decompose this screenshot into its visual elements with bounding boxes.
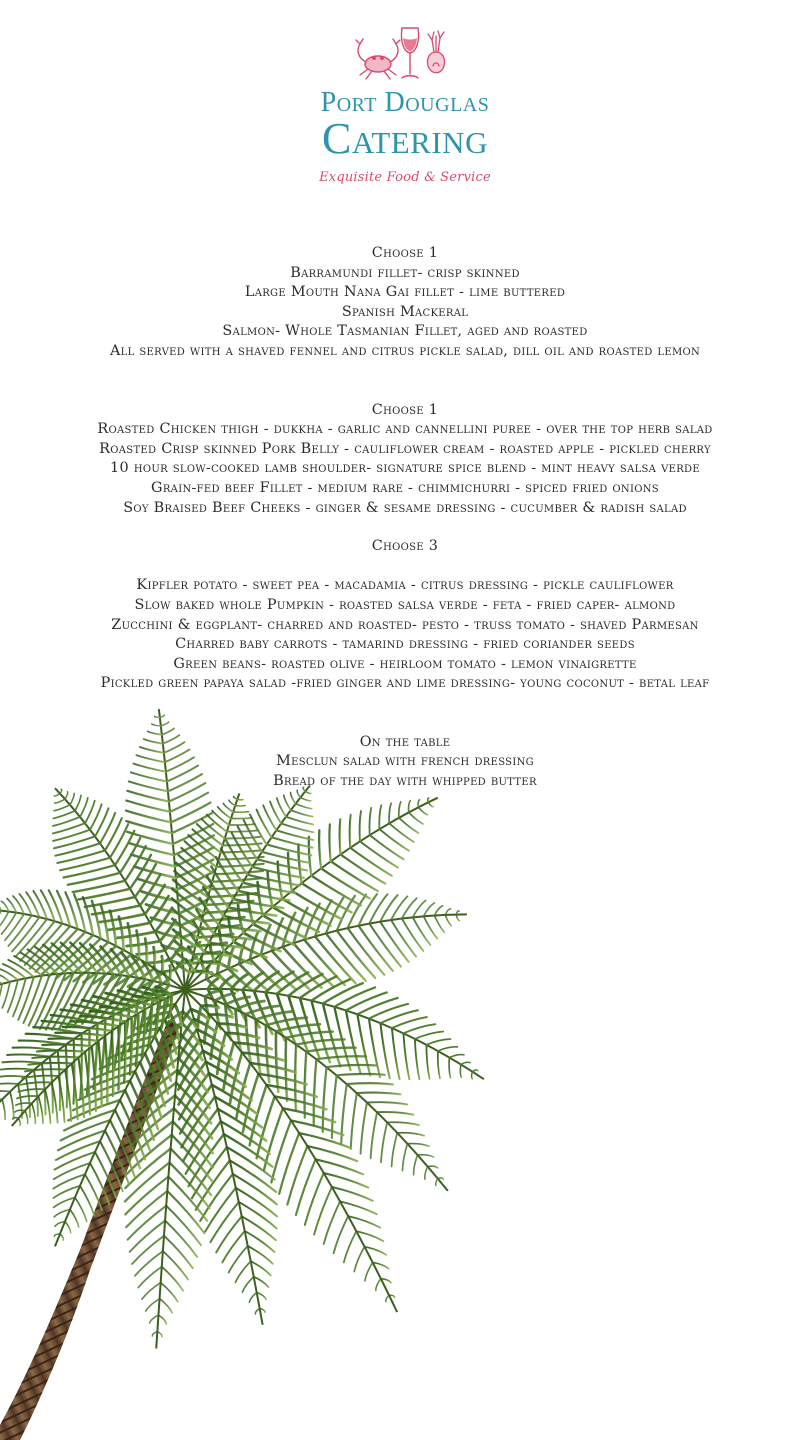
menu-item: Bread of the day with whipped butter — [273, 773, 537, 790]
palm-leaflet — [209, 1015, 232, 1018]
palm-leaflet — [436, 1179, 438, 1186]
palm-leaflet — [0, 1083, 18, 1085]
palm-leaflet — [130, 1221, 165, 1252]
palm-leaflet — [198, 1006, 201, 1028]
palm-leaflet — [370, 835, 404, 859]
palm-leaflet — [37, 1051, 85, 1052]
palm-leaflet — [2, 1099, 5, 1119]
palm-leaflet — [70, 1209, 79, 1227]
palm-leaflet — [424, 903, 435, 916]
palm-leaflet — [18, 1084, 22, 1118]
palm-leaflet — [361, 1102, 367, 1153]
palm-leaflet — [60, 1234, 63, 1240]
palm-leaflet — [250, 815, 267, 845]
palm-leaflet — [391, 920, 416, 957]
palm-leaflet — [10, 1092, 14, 1119]
palm-leaflet — [154, 947, 155, 968]
palm-tree-illustration — [0, 690, 500, 1440]
palm-leaflet — [380, 1023, 389, 1078]
palm-leaflet — [276, 1031, 278, 1092]
palm-leaflet — [386, 1295, 389, 1302]
palm-leaflet — [306, 1048, 355, 1052]
palm-leaflet — [118, 1026, 119, 1089]
palm-leaflet — [460, 1064, 461, 1077]
heading-spacer — [0, 557, 810, 577]
palm-leaflet — [365, 1262, 373, 1280]
palm-leaflet — [32, 1103, 36, 1123]
menu-item: All served with a shaved fennel and citrus pickle salad, dill oil and roasted lemon — [109, 342, 701, 359]
palm-leaflet — [346, 992, 387, 1010]
palm-leaflet — [170, 966, 171, 979]
palm-leaflet — [367, 1102, 407, 1104]
palm-leaflet — [195, 971, 212, 973]
palm-leaflet — [323, 983, 363, 1003]
palm-leaflet — [291, 810, 313, 816]
palm-leaflet — [163, 1251, 188, 1279]
palm-leaflet — [426, 1045, 429, 1079]
menu-item: Mesclun salad with french dressing — [276, 753, 534, 770]
palm-leaflet — [216, 1216, 242, 1252]
palm-fronds — [0, 709, 484, 1348]
palm-leaflet — [461, 1062, 470, 1064]
palm-leaflet — [162, 956, 163, 973]
palm-leaflet — [105, 818, 122, 850]
palm-leaflet — [0, 904, 1, 910]
palm-leaflet — [438, 1051, 440, 1078]
palm-leaflet — [389, 803, 391, 823]
palm-leaflet — [449, 1058, 450, 1078]
palm-leaflet — [414, 1155, 418, 1175]
palm-leaflet — [292, 891, 342, 919]
palm-leaflet — [13, 978, 26, 1016]
fennel-icon — [427, 31, 444, 73]
palm-leaflet — [415, 1039, 420, 1079]
palm-leaflet — [110, 824, 128, 858]
palm-leaflet — [92, 905, 140, 914]
palm-leaflet — [360, 841, 398, 867]
palm-leaflet — [165, 1221, 197, 1257]
palm-leaflet — [2, 982, 10, 1008]
palm-leaflet — [296, 804, 312, 809]
logo-icons — [350, 22, 460, 84]
palm-leaflet — [250, 959, 282, 990]
palm-leaflet — [371, 1112, 377, 1158]
menu-item: Slow baked whole Pumpkin - roasted salsa verde - feta - fried caper- almond — [134, 596, 676, 613]
menu-item: Salmon- Whole Tasmanian Fillet, aged and roasted — [222, 323, 588, 340]
palm-leaflet — [399, 818, 419, 833]
palm-leaflet — [434, 906, 442, 916]
palm-leaflet — [434, 915, 444, 932]
palm-leaflet — [379, 829, 408, 851]
palm-leaflet — [227, 830, 258, 831]
palm-leaflet — [358, 894, 376, 926]
section-heading: Choose 3 — [371, 538, 439, 555]
palm-leaflet — [347, 1083, 393, 1084]
palm-leaflet — [0, 978, 2, 984]
wine-glass-icon — [401, 28, 418, 78]
palm-leaflet — [334, 1216, 349, 1253]
palm-leaflet — [137, 950, 165, 954]
palm-leaflet — [357, 1093, 400, 1095]
menu-item: Roasted Crisp skinned Pork Belly - cauliflower cream - roasted apple - pickled cherry — [99, 440, 711, 457]
palm-leaflet — [403, 1024, 435, 1033]
palm-leaflet — [25, 1111, 28, 1124]
palm-leaflet — [160, 1299, 173, 1313]
section-heading: Choose 1 — [371, 401, 439, 418]
palm-leaflet — [379, 805, 381, 829]
palm-leaflet — [438, 1047, 458, 1051]
palm-leaflet — [145, 939, 147, 964]
palm-leaflet — [249, 1292, 256, 1302]
palm-leaflet — [242, 1277, 253, 1293]
palm-leaflet — [1, 913, 16, 934]
palm-leaflet — [147, 960, 170, 963]
menu-item: Kipfler potato - sweet pea - macadamia - citrus dressing - pickle cauliflower — [136, 577, 674, 594]
palm-leaflet — [161, 1283, 178, 1302]
palm-leaflet — [340, 819, 341, 854]
palm-leaflet — [126, 801, 170, 812]
palm-leaflet — [334, 987, 375, 1006]
palm-leaflet — [354, 1247, 364, 1272]
palm-leaflet — [350, 815, 351, 848]
palm-leaflet — [424, 916, 438, 939]
palm-leaflet — [281, 823, 313, 832]
menu-item: Pickled green papaya salad -fried ginger and lime dressing- young coconut - betal leaf — [100, 675, 710, 692]
menu-item: Green beans- roasted olive - heirloom tomato - lemon vinaigrette — [173, 655, 637, 672]
palm-leaflet — [53, 811, 75, 819]
palm-leaflet — [228, 948, 233, 969]
palm-leaflet — [54, 805, 70, 811]
palm-leaflet — [418, 807, 427, 815]
palm-leaflet — [321, 868, 370, 898]
palm-leaflet — [98, 1041, 101, 1107]
palm-leaflet — [397, 1133, 424, 1136]
menu-section-sides — [0, 537, 810, 694]
palm-leaflet — [18, 1089, 45, 1092]
palm-leaflet — [282, 899, 330, 926]
palm-leaflet — [291, 793, 296, 804]
palm-leaflet — [278, 862, 282, 899]
palm-leaflet — [370, 808, 372, 835]
logo-tagline: Exquisite Food & Service — [319, 170, 491, 185]
palm-leaflet — [332, 1075, 337, 1137]
palm-leaflet — [255, 1308, 259, 1314]
palm-leaflet — [124, 1022, 125, 1083]
palm-leaflet — [239, 1202, 277, 1228]
palm-leaflet — [277, 798, 286, 817]
palm-leaflet — [449, 1055, 464, 1058]
menu-section-on-the-table — [0, 733, 810, 792]
palm-leaflet — [33, 891, 47, 919]
palm-leaflet — [392, 1133, 398, 1167]
palm-leaflet — [369, 1019, 380, 1078]
logo-line-top: Port Douglas — [320, 87, 490, 118]
palm-leaflet — [75, 1197, 87, 1221]
palm-leaflet — [41, 890, 55, 921]
palm-leaflet — [399, 802, 401, 818]
palm-leaflet — [115, 831, 134, 865]
palm-leaflet — [229, 800, 235, 806]
palm-leaflet — [286, 817, 313, 825]
palm-leaflet — [80, 798, 88, 817]
palm-leaflet — [337, 1074, 385, 1075]
palm-leaflet — [223, 803, 233, 812]
menu-section-seafood — [0, 244, 810, 362]
palm-leaflet — [425, 1167, 428, 1180]
menu-item: Large Mouth Nana Gai fillet - lime buttered — [244, 284, 566, 301]
palm-leaflet — [127, 791, 169, 802]
palm-leaflet — [266, 1025, 269, 1082]
palm-leaflet — [344, 1231, 357, 1262]
palm-leaflet — [415, 1032, 443, 1039]
palm-leaflet — [472, 1070, 477, 1072]
menu-item: Barramundi fillet- crisp skinned — [290, 264, 520, 281]
palm-leaflet — [100, 914, 145, 922]
palm-leaflet — [219, 930, 224, 951]
palm-frond-stem — [185, 990, 397, 1312]
palm-leaflet — [158, 1315, 166, 1324]
palm-leaflet — [231, 818, 252, 819]
menu-item: 10 hour slow-cooked lamb shoulder- signature spice blend - mint heavy salsa verde — [110, 460, 700, 477]
palm-leaflet — [237, 799, 243, 800]
palm-leaflet — [49, 890, 63, 923]
palm-leaflet — [387, 1122, 419, 1125]
palm-leaflet — [132, 1236, 164, 1264]
palm-leaflet — [135, 1251, 163, 1276]
section-heading: Choose 1 — [371, 245, 439, 261]
palm-leaflet — [360, 811, 361, 841]
palm-leaflet — [305, 791, 311, 793]
palm-leaflet — [105, 1036, 107, 1102]
palm-leaflet — [229, 824, 255, 825]
palm-leaflet — [0, 1069, 34, 1070]
palm-leaflet — [55, 799, 65, 803]
palm-leaflet — [309, 837, 312, 876]
palm-leaflet — [65, 792, 68, 799]
palm-leaflet — [351, 1093, 357, 1149]
menu-item: Spanish Mackeral — [341, 303, 469, 320]
logo-line-main: Catering — [322, 114, 488, 163]
palm-leaflet — [235, 806, 245, 807]
palm-leaflet — [319, 830, 321, 868]
palm-leaflet — [38, 1096, 43, 1123]
palm-leaflet — [402, 919, 423, 951]
palm-leaflet — [18, 1118, 20, 1125]
palm-leaflet — [142, 1283, 161, 1300]
palm-leaflet — [445, 915, 451, 926]
palm-leaflet — [311, 876, 361, 906]
palm-leaflet — [324, 1201, 340, 1244]
menu-item: Grain-fed beef Fillet - medium rare - chimmichurri - spiced fried onions — [151, 479, 659, 496]
palm-leaflet — [164, 1236, 193, 1269]
menu-item: Roasted Chicken thigh - dukkha - garlic and cannellini puree - over the top herb salad — [97, 421, 713, 438]
palm-leaflet — [126, 811, 171, 823]
palm-leaflet — [329, 824, 330, 861]
palm-leaflet — [0, 973, 10, 982]
palm-leaflet — [0, 984, 2, 1003]
palm-leaflet — [350, 848, 392, 876]
palm-leaflet — [284, 795, 291, 810]
palm-leaflet — [171, 803, 210, 823]
crab-icon — [356, 39, 400, 79]
palm-leaflet — [235, 1261, 250, 1282]
palm-leaflet — [54, 794, 60, 796]
palm-leaflet — [409, 812, 423, 824]
palm-leaflet — [0, 911, 1, 922]
logo — [0, 22, 810, 185]
palm-leaflet — [377, 1112, 413, 1115]
palm-leaflet — [218, 1024, 246, 1028]
palm-leaflet — [323, 1067, 327, 1132]
palm-leaflet — [233, 812, 249, 813]
palm-leaflet — [234, 796, 238, 799]
menu-item: Soy Braised Beef Cheeks - ginger & sesame dressing - cucumber & radish salad — [123, 499, 687, 516]
palm-leaflet — [146, 1299, 160, 1311]
palm-leaflet — [316, 1056, 366, 1059]
palm-leaflet — [140, 874, 160, 905]
palm-leaflet — [42, 1044, 91, 1046]
palm-leaflet — [207, 815, 227, 832]
palm-leaflet — [472, 1072, 473, 1079]
palm-leaflet — [75, 795, 81, 810]
palm-leaflet — [331, 861, 378, 891]
palm-leaflet — [32, 1057, 78, 1058]
palm-leaflet — [381, 1122, 387, 1162]
palm-leaflet — [403, 1033, 409, 1079]
palm-leaflet — [428, 802, 433, 806]
palm-leaflet — [426, 1039, 450, 1045]
palm-leaflet — [341, 854, 386, 883]
menu-item: Zucchini & eggplant- charred and roasted- pesto - truss tomato - shaved Parmesan — [111, 616, 699, 633]
palm-leaflet — [65, 1221, 71, 1232]
section-heading: On the table — [359, 733, 451, 750]
palm-leaflet — [70, 793, 74, 804]
palm-leaflet — [376, 1279, 381, 1291]
palm-leaflet — [402, 1144, 407, 1171]
palm-leaflet — [392, 1028, 400, 1079]
menu-section-mains — [0, 401, 810, 519]
palm-leaflet — [210, 1202, 238, 1242]
palm-leaflet — [276, 1024, 320, 1031]
menu-item: Charred baby carrots - tamarind dressing - fried coriander seeds — [175, 636, 635, 653]
menu — [0, 244, 810, 792]
palm-leaflet — [125, 846, 146, 881]
palm-leaflet — [119, 917, 124, 950]
palm-leaflet — [214, 871, 263, 874]
palm-leaflet — [300, 798, 310, 801]
palm-frond-stem — [185, 798, 438, 990]
palm-leaflet — [369, 894, 387, 923]
palm-leaflet — [170, 793, 208, 812]
